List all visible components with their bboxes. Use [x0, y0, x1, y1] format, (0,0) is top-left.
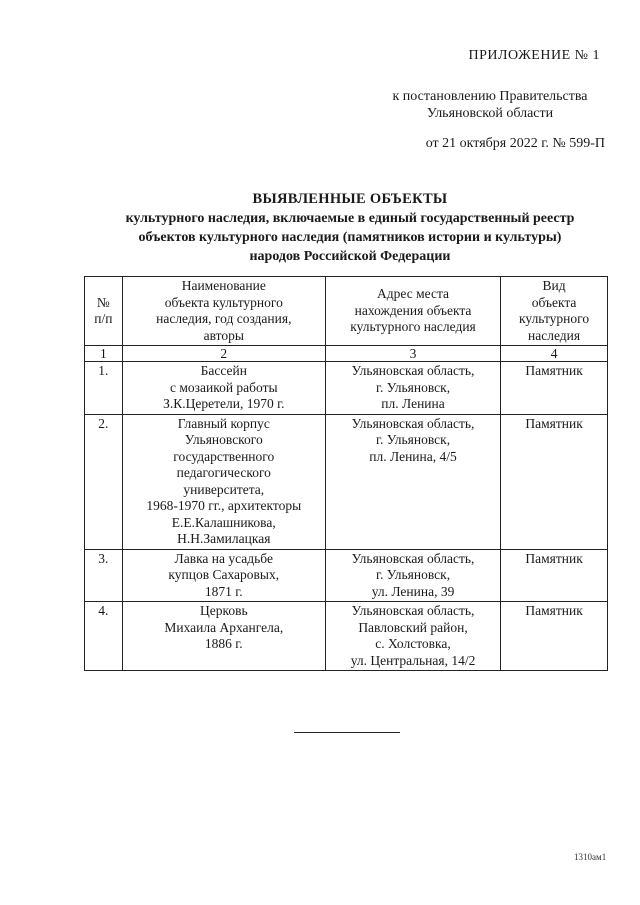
object-address: Ульяновская область, г. Ульяновск, пл. Ленина: [325, 362, 500, 415]
object-name: Лавка на усадьбе купцов Сахаровых, 1871 г.: [122, 549, 325, 602]
title-line: ВЫЯВЛЕННЫЕ ОБЪЕКТЫ: [252, 191, 448, 207]
object-address: Ульяновская область, г. Ульяновск, ул. Ленина, 39: [325, 549, 500, 602]
table-row: [85, 414, 608, 549]
object-name: Бассейн с мозаикой работы З.К.Церетели, 1970 г.: [122, 362, 325, 415]
title-line: объектов культурного наследия (памятников истории и культуры): [138, 230, 562, 245]
column-number: 3: [325, 346, 500, 362]
header-cell-address: Адрес места нахождения объекта культурного наследия: [325, 277, 500, 346]
object-type: Памятник: [501, 549, 608, 602]
object-type: Памятник: [501, 362, 608, 415]
column-number: 1: [85, 346, 123, 362]
object-name: Церковь Михаила Архангела, 1886 г.: [122, 602, 325, 671]
row-number: 1.: [85, 362, 123, 415]
header-cell-name: Наименование объекта культурного наследия, год создания, авторы: [122, 277, 325, 346]
object-address: Ульяновская область, г. Ульяновск, пл. Ленина, 4/5: [325, 414, 500, 549]
object-type: Памятник: [501, 602, 608, 671]
column-number: 2: [122, 346, 325, 362]
appendix-label: ПРИЛОЖЕНИЕ № 1: [468, 48, 600, 63]
table-row: [85, 549, 608, 602]
table-row: [85, 362, 608, 415]
row-number: 4.: [85, 602, 123, 671]
document-title: [80, 190, 620, 266]
column-number-row: [85, 346, 608, 362]
object-address: Ульяновская область, Павловский район, с. Холстовка, ул. Центральная, 14/2: [325, 602, 500, 671]
title-line: народов Российской Федерации: [249, 249, 451, 264]
heritage-objects-table: [84, 276, 608, 671]
row-number: 2.: [85, 414, 123, 549]
decree-line: к постановлению Правительства: [392, 89, 588, 104]
closing-divider: [294, 732, 400, 733]
table-row: [85, 602, 608, 671]
decree-line: Ульяновской области: [426, 106, 554, 121]
column-number: 4: [501, 346, 608, 362]
header-cell-number: № п/п: [85, 277, 123, 346]
title-line: культурного наследия, включаемые в единый государственный реестр: [125, 211, 575, 226]
header-cell-type: Вид объекта культурного наследия: [501, 277, 608, 346]
decree-reference: [370, 88, 610, 122]
document-code: 1310ам1: [574, 852, 607, 862]
table-header-row: [85, 277, 608, 346]
decree-date: от 21 октября 2022 г. № 599-П: [425, 136, 605, 151]
object-name: Главный корпус Ульяновского государственного педагогического университета, 1968-1970 гг., архитекторы Е.Е.Калашникова, Н.Н.Замилацкая: [122, 414, 325, 549]
row-number: 3.: [85, 549, 123, 602]
object-type: Памятник: [501, 414, 608, 549]
